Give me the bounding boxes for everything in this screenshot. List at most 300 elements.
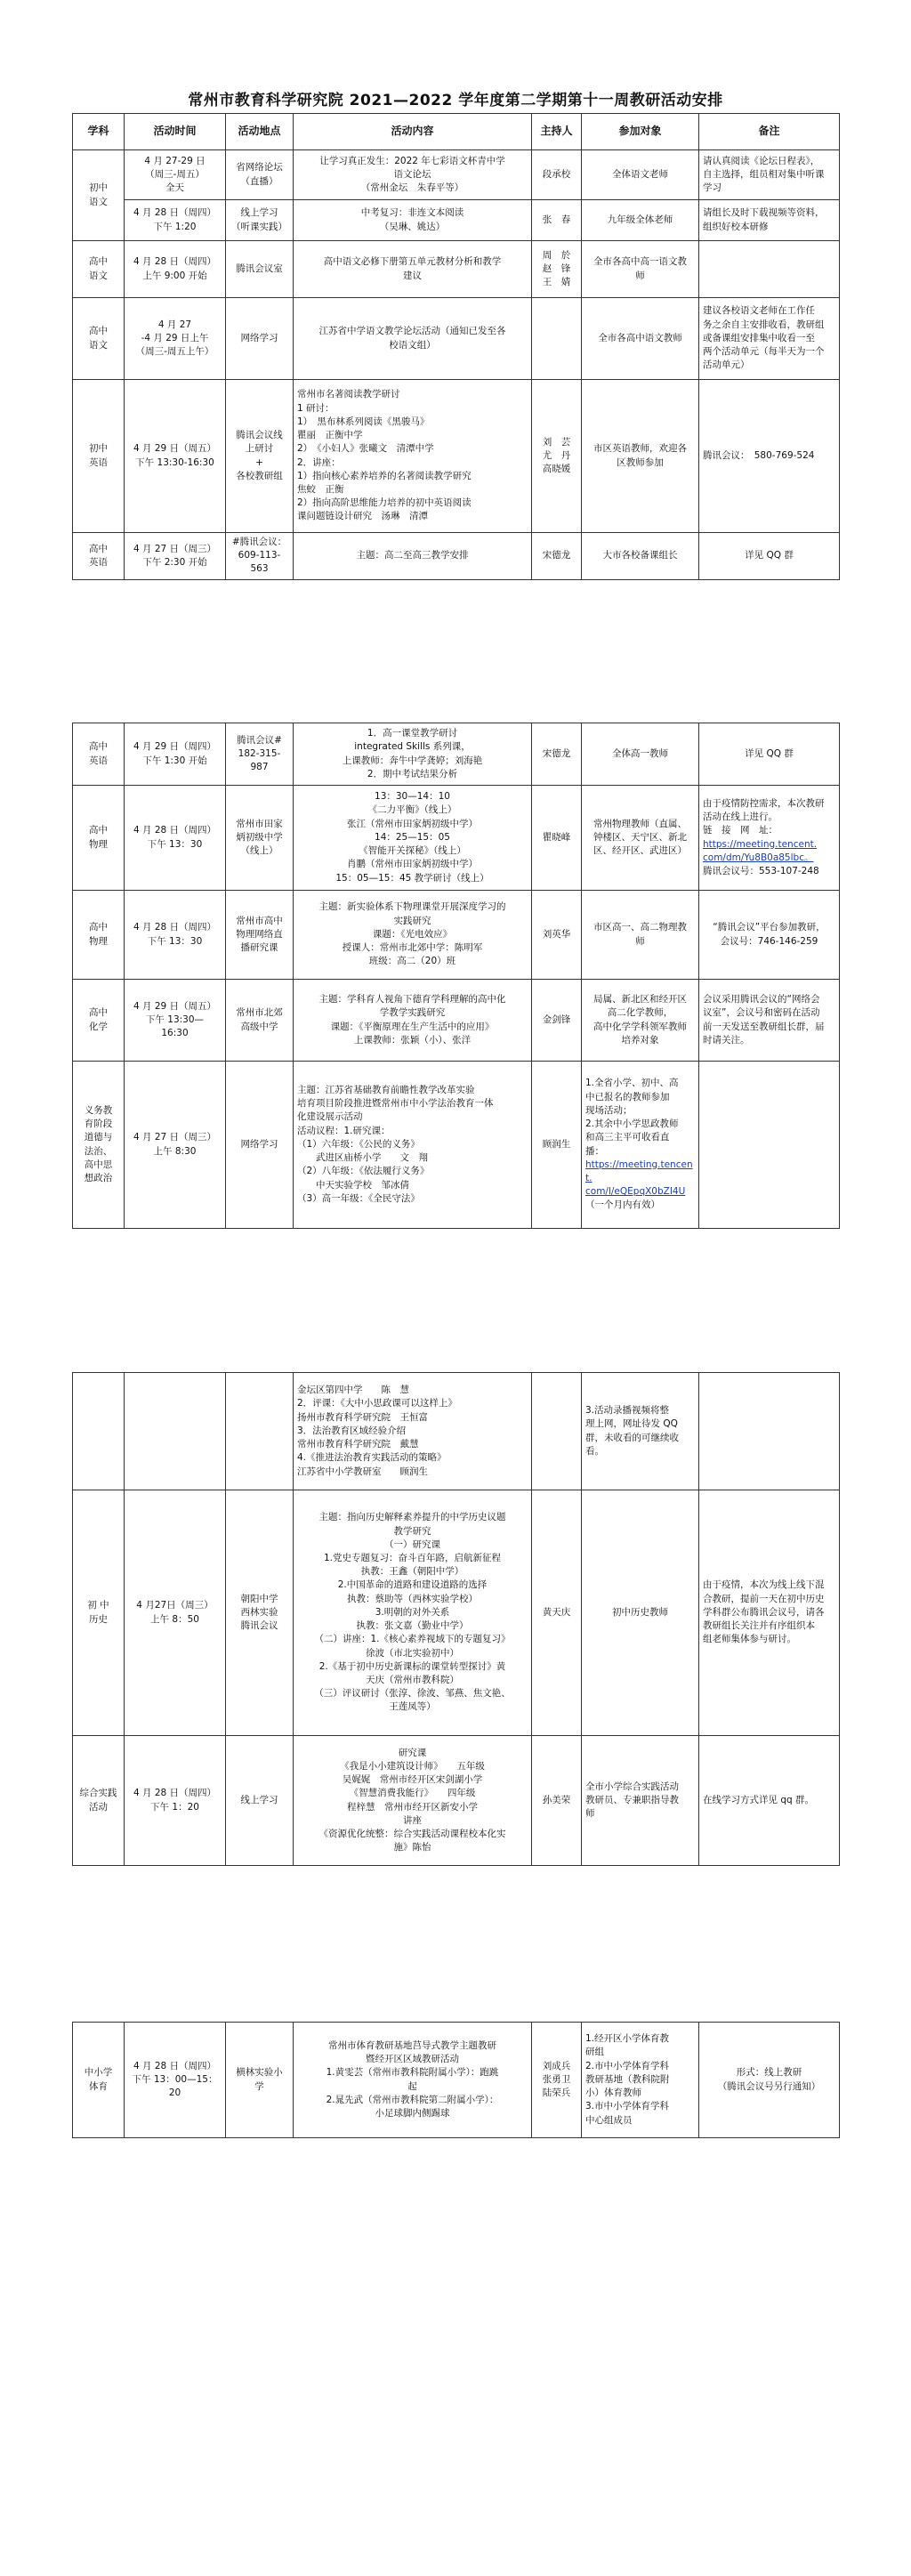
- cell-line: 顾润生: [542, 1138, 571, 1150]
- cell-line: 初 中: [87, 1600, 109, 1611]
- host-cell: [532, 1062, 582, 1229]
- cell-line: 中天实验学校 邹冰倩: [297, 1179, 409, 1191]
- subject-cell: [73, 1736, 125, 1866]
- cell-line: 肖鹏（常州市田家炳初级中学）: [347, 859, 478, 870]
- note-cell: [699, 723, 840, 786]
- cell-line: 高中化学学科领军教师: [593, 1021, 687, 1032]
- content-cell: [294, 2023, 532, 2138]
- time-cell: [125, 1736, 226, 1866]
- cell-line: 2.市中小学体育学科: [585, 2060, 670, 2071]
- cell-line: 张勇卫: [542, 2073, 571, 2085]
- cell-line: 前一天发送至教研组长群，届: [703, 1021, 825, 1032]
- cell-line: 下午 13：30: [147, 838, 203, 850]
- cell-line: 请组长及时下载视频等资料，: [703, 207, 825, 219]
- cell-line: 高中: [89, 741, 108, 753]
- time-cell: [125, 200, 226, 241]
- note-cell: [699, 241, 840, 298]
- cell-line: 线上学习: [240, 207, 278, 219]
- cell-line: 刘英华: [542, 928, 571, 940]
- cell-line: 研究课: [398, 1747, 427, 1758]
- cell-line: 3．法治教育区域经验介绍: [297, 1425, 407, 1436]
- cell-line: 4 月 27: [157, 319, 192, 330]
- header-target: 参加对象: [582, 114, 699, 150]
- cell-line: 黄天庆: [542, 1606, 571, 1618]
- cell-line: 培育项目阶段推进暨常州市中小学法治教育一体: [297, 1098, 494, 1110]
- cell-line: 暨经开区区域教研活动: [366, 2054, 459, 2065]
- cell-line: 金坛区第四中学 陈 慧: [297, 1385, 409, 1396]
- cell-line: 高级中学: [240, 1021, 278, 1032]
- cell-line: 初中: [89, 182, 108, 194]
- cell-line: 让学习真正发生：2022 年七彩语文杯青中学: [319, 155, 505, 166]
- cell-line: 腾讯会议号：553-107-248: [703, 865, 819, 876]
- target-cell: [582, 150, 699, 200]
- content-cell: [294, 380, 532, 533]
- cell-line: 4 月 28 日（周四）: [133, 2060, 217, 2071]
- cell-line: 教研员、专兼职指导教: [585, 1794, 679, 1805]
- schedule-section-2: [72, 723, 839, 1229]
- cell-line: 看。: [585, 1445, 604, 1457]
- cell-line: 化建设展示活动: [297, 1111, 363, 1123]
- cell-line: 天庆（常州市教科院）: [366, 1674, 459, 1685]
- cell-line: 请认真阅读《论坛日程表》，: [703, 155, 820, 166]
- cell-line: 校语文组）: [389, 339, 436, 351]
- host-cell: [532, 150, 582, 200]
- cell-line: （3）高一年级：《全民守法》: [297, 1192, 420, 1204]
- note-cell: [699, 2023, 840, 2138]
- cell-line: 高中: [89, 825, 108, 836]
- cell-line: 培养对象: [621, 1034, 659, 1046]
- note-cell: [699, 1373, 840, 1490]
- place-cell: [226, 200, 294, 241]
- cell-line: 下午 13：30: [147, 935, 203, 947]
- cell-line: 活动在线上进行。: [703, 812, 778, 823]
- cell-line: 起: [407, 2080, 417, 2092]
- cell-line: 全天: [165, 182, 184, 194]
- subject-cell: [73, 241, 125, 298]
- cell-line: 1.党史专题复习：奋斗百年路，启航新征程: [323, 1553, 502, 1564]
- cell-line: 执教：王鑫（朝阳中学）: [360, 1566, 464, 1578]
- cell-line: 4.《推进法治教育实践活动的策略》: [297, 1452, 447, 1464]
- cell-line: 高中: [89, 922, 108, 933]
- cell-line: 建议: [403, 270, 422, 281]
- cell-line: 播研究课: [240, 942, 278, 954]
- cell-line: 英语: [89, 456, 108, 468]
- note-cell: [699, 298, 840, 380]
- cell-line: 高中语文必修下册第五单元教材分析和教学: [323, 256, 502, 268]
- cell-line: 高晓媛: [542, 464, 571, 475]
- cell-line: 上课教师：张颖（小）、张洋: [353, 1034, 472, 1046]
- place-cell: [226, 150, 294, 200]
- note-cell: [699, 1490, 840, 1736]
- cell-line: 学: [254, 2080, 264, 2092]
- cell-line: 扬州市教育科学研究院 王恒富: [297, 1411, 428, 1423]
- meeting-link[interactable]: https://meeting.tencent.: [703, 838, 818, 850]
- cell-line: 大市各校备课组长: [602, 550, 678, 561]
- cell-line: 高中思: [84, 1159, 113, 1170]
- header-host: 主持人: [532, 114, 582, 150]
- subject-cell: [73, 980, 125, 1062]
- cell-line: 15：05—15：45 教学研讨（线上）: [335, 872, 489, 884]
- target-cell: [582, 533, 699, 580]
- cell-line: 《智慧消费我能行》 四年级: [349, 1788, 476, 1799]
- subject-cell: [73, 298, 125, 380]
- cell-line: 主题：高二至高三教学安排: [356, 550, 469, 561]
- header-content: 活动内容: [294, 114, 532, 150]
- cell-line: 《我是小小建筑设计师》 五年级: [340, 1760, 485, 1772]
- cell-line: 4 月 28 日（周四）: [133, 825, 217, 836]
- cell-line: 1 研讨：: [297, 402, 335, 414]
- cell-line: 江苏省中小学教研室 顾润生: [297, 1466, 428, 1477]
- cell-line: 详见 QQ 群: [745, 550, 794, 561]
- cell-line: 教学研究: [393, 1525, 431, 1537]
- cell-line: 常州市名著阅读教学研讨: [297, 389, 400, 400]
- cell-line: 由于疫情，本次为线上线下混: [703, 1579, 825, 1591]
- table-row: [73, 2023, 840, 2138]
- cell-line: 课题：《平衡原理在生产生活中的应用》: [330, 1021, 495, 1032]
- cell-line: 育阶段: [84, 1118, 113, 1130]
- content-cell: [294, 1373, 532, 1490]
- cell-line: 常州市北郊: [236, 1007, 283, 1019]
- cell-line: （常州金坛 朱春平等）: [360, 182, 464, 194]
- cell-line: 4 月 27-29 日: [144, 155, 206, 166]
- cell-line: 182-315-987: [238, 747, 281, 773]
- cell-line: 4 月 28 日（周四）: [133, 1788, 217, 1799]
- time-cell: [125, 786, 226, 891]
- note-cell: [699, 150, 840, 200]
- cell-line: 2．评课：《大中小思政课可以这样上》: [297, 1398, 457, 1409]
- cell-line: 教研组长关注并有序组织本: [703, 1620, 815, 1632]
- content-cell: [294, 1736, 532, 1866]
- subject-cell: [73, 2023, 125, 2138]
- cell-line: 形式：线上教研: [736, 2067, 802, 2079]
- table-row: [73, 1736, 840, 1866]
- cell-line: 14：25—15：05: [375, 831, 450, 843]
- cell-line: 西林实验: [240, 1606, 278, 1618]
- cell-line: 2.其余中小学思政教师: [585, 1118, 679, 1130]
- cell-line: 组老师集体参与研讨。: [703, 1634, 796, 1645]
- cell-line: 常州市田家: [236, 818, 283, 829]
- cell-line: 研组: [585, 2047, 604, 2058]
- cell-line: 体育: [89, 2080, 108, 2092]
- cell-line: 刘 芸: [542, 436, 571, 448]
- cell-line: 吴娓娓 常州市经开区宋剑湖小学: [342, 1774, 483, 1786]
- cell-line: 钟楼区、天宁区、新北: [593, 831, 687, 843]
- cell-line: 初中历史教师: [612, 1606, 668, 1618]
- cell-line: 1） 黑布林系列阅读《黑骏马》: [297, 416, 430, 427]
- place-cell: [226, 241, 294, 298]
- cell-line: 学习: [703, 182, 722, 194]
- schedule-table-2: [72, 723, 840, 1229]
- time-cell: [125, 891, 226, 980]
- cell-line: 腾讯会议线: [236, 430, 283, 441]
- subject-cell: [73, 723, 125, 786]
- target-cell: [582, 786, 699, 891]
- place-cell: [226, 1373, 294, 1490]
- host-cell: [532, 980, 582, 1062]
- target-cell: [582, 723, 699, 786]
- schedule-table-1: [72, 113, 840, 580]
- time-cell: [125, 533, 226, 580]
- cell-line: 主题：指向历史解释素养提升的中学历史议题: [318, 1512, 506, 1523]
- cell-line: 群，未收看的可继续收: [585, 1432, 679, 1443]
- cell-line: 链 接 网 址：: [703, 825, 778, 836]
- target-cell: [582, 1490, 699, 1736]
- cell-line: 下午 13：00—15：: [132, 2073, 218, 2085]
- time-cell: [125, 380, 226, 533]
- cell-line: 4 月 27 日（周三）: [133, 1132, 217, 1143]
- cell-line: 炳初级中学: [236, 831, 283, 843]
- cell-line: 王莲凤等）: [389, 1701, 436, 1713]
- header-subject: 学科: [73, 114, 125, 150]
- table-row: [73, 380, 840, 533]
- cell-line: 现场活动；: [585, 1104, 633, 1116]
- cell-line: 播：: [585, 1145, 604, 1157]
- cell-line: 2） 《小妇人》张曦文 清潭中学: [297, 443, 434, 455]
- cell-line: 4 月 29 日（周五）: [133, 443, 217, 455]
- table-header-row: [73, 114, 840, 150]
- cell-line: 法治、: [84, 1145, 113, 1157]
- cell-line: 1）指向核心素养培养的名著阅读教学研究: [297, 470, 472, 481]
- cell-line: 1.经开区小学体育教: [585, 2033, 670, 2045]
- cell-line: 2）指向高阶思维能力培养的初中英语阅读: [297, 497, 472, 509]
- content-cell: [294, 980, 532, 1062]
- host-cell: [532, 298, 582, 380]
- content-cell: [294, 1490, 532, 1736]
- subject-cell: [73, 786, 125, 891]
- meeting-link[interactable]: com/dm/Yu8B0a85lbc。: [703, 852, 814, 863]
- table-row: [73, 241, 840, 298]
- cell-line: 两个活动单元（每半天为一个: [703, 346, 825, 358]
- target-cell: [582, 298, 699, 380]
- note-cell: [699, 200, 840, 241]
- cell-line: 班级：高二（20）班: [368, 956, 456, 967]
- cell-line: 中已报名的教师参加: [585, 1091, 670, 1102]
- cell-line: 1.黄雯芸（常州市教科院附属小学）：跑跳: [326, 2067, 499, 2079]
- cell-line: 语文: [89, 339, 108, 351]
- cell-line: 全体语文老师: [612, 168, 668, 180]
- target-cell: [582, 2023, 699, 2138]
- cell-line: 高中: [89, 326, 108, 337]
- host-cell: [532, 891, 582, 980]
- cell-line: 1.全省小学、初中、高: [585, 1078, 679, 1089]
- meeting-link[interactable]: com/l/eQEpqX0bZI4U: [585, 1186, 686, 1198]
- cell-line: 焦蛟 正衡: [297, 483, 344, 495]
- cell-line: +: [255, 456, 263, 468]
- cell-line: 1．高一课堂教学研讨: [367, 728, 458, 739]
- table-row: [73, 980, 840, 1062]
- cell-line: 下午 1:30 开始: [142, 755, 207, 766]
- cell-line: 详见 QQ 群: [745, 747, 794, 759]
- target-cell: [582, 1062, 699, 1229]
- place-cell: [226, 786, 294, 891]
- note-cell: [699, 1062, 840, 1229]
- cell-line: 物理: [89, 935, 108, 947]
- note-cell: [699, 533, 840, 580]
- cell-line: 历史: [89, 1613, 108, 1625]
- cell-line: 物理: [89, 838, 108, 850]
- note-cell: [699, 380, 840, 533]
- place-cell: [226, 980, 294, 1062]
- cell-line: 常州物理教师（直属、: [593, 818, 687, 829]
- cell-line: 下午 13:30-16:30: [135, 456, 214, 468]
- place-cell: [226, 2023, 294, 2138]
- cell-line: 合教研，提前一天在初中历史: [703, 1593, 825, 1604]
- host-cell: [532, 1736, 582, 1866]
- place-cell: [226, 1490, 294, 1736]
- cell-line: “腾讯会议”平台参加教研，: [713, 922, 826, 933]
- cell-line: 网络学习: [240, 332, 278, 343]
- cell-line: 语文: [89, 196, 108, 207]
- target-cell: [582, 1373, 699, 1490]
- cell-line: 3.明朝的对外关系: [375, 1606, 450, 1618]
- cell-line: 师: [635, 935, 645, 947]
- host-cell: [532, 533, 582, 580]
- header-place: 活动地点: [226, 114, 294, 150]
- cell-line: 尤 丹: [542, 449, 571, 461]
- cell-line: 组织好校本研修: [703, 221, 769, 232]
- cell-line: （1）六年级：《公民的义务》: [297, 1138, 420, 1150]
- cell-line: 下午 1:20: [153, 221, 197, 232]
- cell-line: 朝阳中学: [240, 1593, 278, 1604]
- cell-line: 建议各校语文老师在工作任: [703, 305, 815, 317]
- cell-line: （线上）: [240, 845, 278, 857]
- cell-line: 王 婧: [542, 277, 571, 288]
- cell-line: 高中: [89, 1007, 108, 1019]
- subject-cell: [73, 380, 125, 533]
- cell-line: 上研讨: [245, 443, 274, 455]
- cell-line: 自主选择，组员相对集中听课: [703, 168, 825, 180]
- cell-line: 下午 1：20: [150, 1801, 199, 1813]
- header-time: 活动时间: [125, 114, 226, 150]
- time-cell: [125, 723, 226, 786]
- cell-line: （腾讯会议号另行通知）: [717, 2080, 821, 2092]
- note-cell: [699, 891, 840, 980]
- cell-line: 宋德龙: [542, 747, 571, 759]
- cell-line: 物理网络直: [236, 928, 283, 940]
- cell-line: 4 月 28 日（周四）: [133, 256, 217, 268]
- cell-line: 宋德龙: [542, 550, 571, 561]
- cell-line: -4 月 29 日上午: [141, 332, 209, 343]
- host-cell: [532, 1490, 582, 1736]
- cell-line: 在线学习方式详见 qq 群。: [703, 1794, 815, 1805]
- cell-line: 小）体育教师: [585, 2087, 641, 2099]
- cell-line: 会议采用腾讯会议的“网络会: [703, 994, 820, 1005]
- cell-line: 全市各高中高一语文教: [593, 256, 687, 268]
- table-row: [73, 723, 840, 786]
- table-row: [73, 533, 840, 580]
- table-row: [73, 1490, 840, 1736]
- cell-line: 上午 8:30: [153, 1145, 197, 1157]
- place-cell: [226, 891, 294, 980]
- cell-line: 腾讯会议室: [236, 262, 283, 274]
- cell-line: 段承校: [542, 168, 571, 180]
- cell-line: （直播）: [240, 175, 278, 187]
- cell-line: 3.市中小学体育学科: [585, 2101, 670, 2112]
- cell-line: 4 月27日（周三）: [136, 1600, 214, 1611]
- cell-line: 活动单元）: [703, 359, 750, 371]
- content-cell: [294, 241, 532, 298]
- cell-line: 初中: [89, 443, 108, 455]
- cell-line: 江苏省中学语文教学论坛活动（通知已发至各: [318, 326, 506, 337]
- time-cell: [125, 150, 226, 200]
- place-cell: [226, 723, 294, 786]
- cell-line: 程梓慧 常州市经开区新安小学: [347, 1801, 478, 1813]
- place-cell: [226, 533, 294, 580]
- cell-line: 常州市高中: [236, 915, 283, 926]
- cell-line: 2．期中考试结果分析: [367, 768, 458, 779]
- cell-line: 英语: [89, 755, 108, 766]
- time-cell: [125, 1062, 226, 1229]
- cell-line: 2.中国革命的道路和建设道路的选择: [337, 1579, 488, 1591]
- host-cell: [532, 786, 582, 891]
- cell-line: 主题：江苏省基础教育前瞻性教学改革实验: [297, 1085, 475, 1096]
- cell-line: 由于疫情防控需求，本次教研: [703, 797, 825, 809]
- schedule-table-3: [72, 1372, 840, 1866]
- meeting-link[interactable]: https://meeting.tencent.: [585, 1159, 693, 1183]
- cell-line: 瞿丽 正衡中学: [297, 430, 363, 441]
- cell-line: 下午 2:30 开始: [142, 556, 207, 568]
- cell-line: 全体高一教师: [612, 747, 668, 759]
- cell-line: 理上网，网址待发 QQ: [585, 1418, 678, 1430]
- cell-line: 3.活动录播视频将整: [585, 1405, 670, 1417]
- cell-line: 会议号：746-146-259: [720, 935, 818, 947]
- table-row: [73, 200, 840, 241]
- cell-line: 学教学实践研究: [379, 1007, 446, 1019]
- time-cell: [125, 1373, 226, 1490]
- cell-line: 上午 9:00 开始: [142, 270, 207, 281]
- table-row: [73, 298, 840, 380]
- cell-line: 徐波（市北实验初中）: [366, 1647, 459, 1659]
- cell-line: 上课教师：奔牛中学龚婷；刘海艳: [342, 755, 483, 766]
- subject-cell: [73, 533, 125, 580]
- cell-line: 市区高一、高二物理教: [593, 922, 687, 933]
- schedule-section-4: [72, 2022, 839, 2138]
- cell-line: 语文论坛: [393, 168, 431, 180]
- host-cell: [532, 1373, 582, 1490]
- cell-line: 20: [168, 2087, 181, 2099]
- cell-line: 市区英语教师，欢迎各: [593, 443, 687, 455]
- cell-line: 时请关注。: [703, 1034, 750, 1046]
- cell-line: 道德与: [84, 1132, 113, 1143]
- cell-line: 活动: [89, 1801, 108, 1813]
- time-cell: [125, 980, 226, 1062]
- cell-line: 刘成兵: [542, 2060, 571, 2071]
- cell-line: 执教：张文嘉（勤业中学）: [356, 1620, 469, 1632]
- cell-line: 周 於: [542, 249, 571, 261]
- cell-line: 区、经开区、武进区）: [593, 845, 687, 857]
- cell-line: 网络学习: [240, 1138, 278, 1150]
- cell-line: 2.《基于初中历史新课标的课堂转型探讨》黄: [318, 1660, 506, 1672]
- cell-line: 金剑锋: [542, 1013, 571, 1025]
- content-cell: [294, 786, 532, 891]
- cell-line: 609-113-563: [238, 550, 281, 575]
- schedule-section-3: [72, 1372, 839, 1866]
- cell-line: 课题：《光电效应》: [372, 928, 453, 940]
- cell-line: 中小学: [84, 2067, 113, 2079]
- cell-line: 课问题链设计研究 汤琳 清潭: [297, 511, 428, 522]
- cell-line: 区教师参加: [617, 456, 664, 468]
- note-cell: [699, 786, 840, 891]
- cell-line: 张江（常州市田家炳初级中学）: [347, 818, 478, 829]
- subject-cell: [73, 891, 125, 980]
- cell-line: （周三-周五上午）: [135, 346, 214, 358]
- cell-line: 活动议程：1.研究课：: [297, 1125, 391, 1136]
- place-cell: [226, 1062, 294, 1229]
- cell-line: 4 月 29 日（周四）: [133, 741, 217, 753]
- cell-line: 务之余自主安排收看，教研组: [703, 319, 825, 330]
- cell-line: 师: [635, 270, 645, 281]
- cell-line: 腾讯会议： 580-769-524: [703, 449, 815, 461]
